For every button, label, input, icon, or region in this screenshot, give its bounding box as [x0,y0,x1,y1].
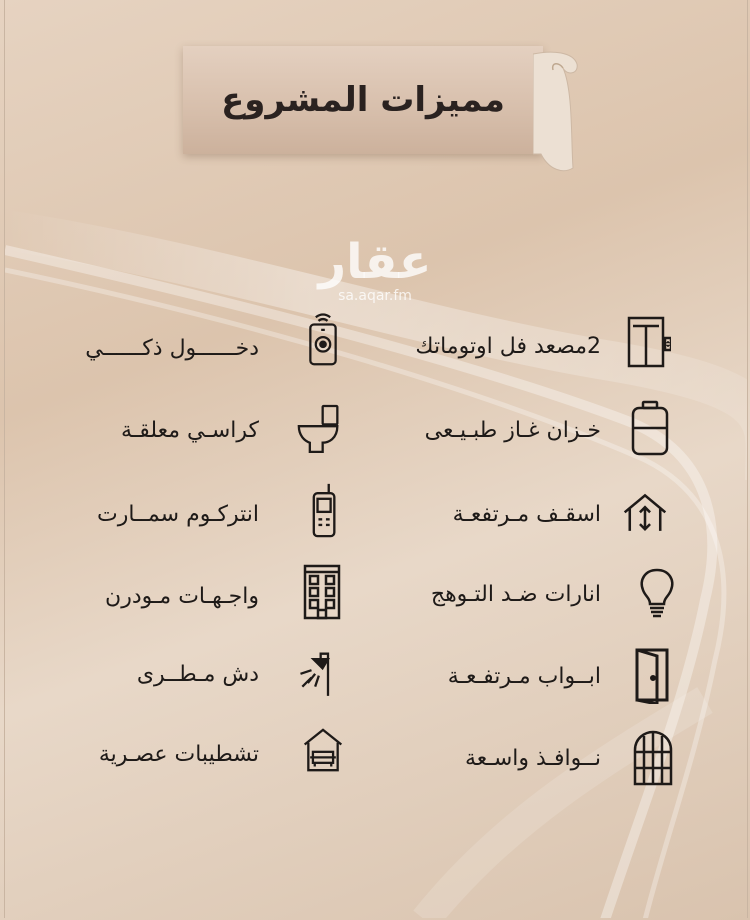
feature-label: واجـهـات مـودرن [105,583,259,609]
feature-anti-glare-lights [431,564,601,624]
elevator-icon [627,314,671,370]
feature-label: دخــــــول ذكــــــي [85,335,259,361]
feature-elevator [415,316,601,376]
feature-label: انتركـوم سمــارت [97,501,259,527]
feature-rain-shower [137,644,259,704]
feature-label: 2مصعد فل اوتوماتك [415,333,601,359]
feature-high-ceiling [453,484,601,544]
gas-tank-icon [629,400,673,456]
watermark-brand: عقار [318,234,432,290]
feature-high-doors [448,646,601,706]
smart-remote-icon [301,310,345,366]
watermark-url: sa.aqar.fm [338,288,412,304]
light-bulb-icon [635,566,679,622]
feature-wall-hung-toilets [121,400,259,460]
window-icon [631,730,675,786]
feature-smart-intercom [97,484,259,544]
feature-label: انارات ضـد التـوهج [430,581,601,607]
toilet-icon [297,400,341,456]
door-icon [633,648,677,704]
feature-label: نــوافـذ واسـعة [464,745,601,771]
feature-label: تشطيبات عصـرية [98,741,259,767]
shower-icon [295,644,339,700]
sofa-house-icon [301,722,345,778]
high-ceiling-icon [623,486,667,542]
feature-smart-entry [85,318,259,378]
feature-label: خـزان غـاز طبـيـعى [424,417,601,443]
feature-modern-facades [105,566,259,626]
feature-gas-tank [425,400,601,460]
page-frame [4,0,748,918]
feature-wide-windows [465,728,601,788]
watermark [305,236,445,304]
feature-modern-finishes [99,724,259,784]
intercom-icon [303,482,347,538]
feature-label: اسقـف مـرتفعـة [452,501,601,527]
building-facade-icon [301,564,345,620]
feature-label: ابــواب مـرتفـعـة [447,663,601,689]
feature-label: دش مـطــرى [136,661,259,687]
page-title: مميزات المشروع [221,80,505,120]
feature-label: كراسـي معلقـة [121,417,259,443]
